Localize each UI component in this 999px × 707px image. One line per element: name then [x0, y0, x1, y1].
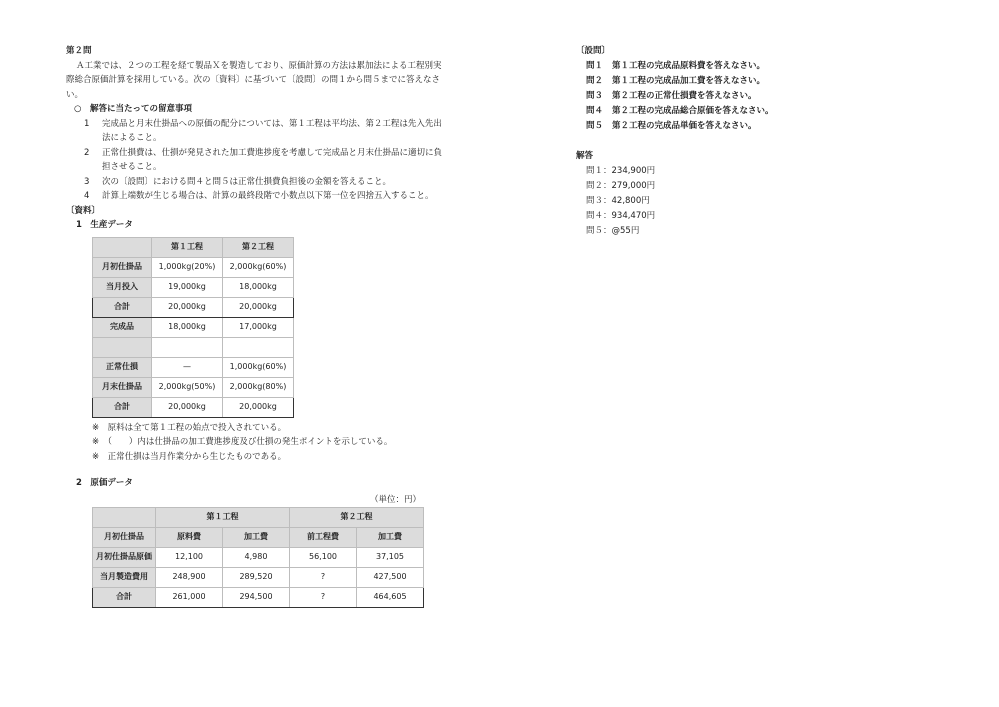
- notes-list: [66, 117, 446, 204]
- production-cell-process2: 20,000kg: [223, 397, 294, 417]
- problem-section: [66, 44, 446, 608]
- production-row: [93, 257, 294, 277]
- note-text: 次の〔設問〕における問４と問５は正常仕損費負担後の金額を答えること。: [102, 176, 392, 187]
- question-text: 第２工程の正常仕損費を答えなさい。: [612, 91, 757, 101]
- question-number: 問１: [586, 61, 604, 71]
- production-cell-process2: 2,000kg(60%): [223, 257, 294, 277]
- production-cell-process1: 20,000kg: [152, 397, 223, 417]
- question-item: [576, 59, 876, 74]
- answer-item: 問１：234,900円: [586, 166, 656, 176]
- cost-cell: 12,100: [156, 548, 223, 568]
- production-row: [93, 297, 294, 317]
- cost-subheader-material: 原料費: [156, 528, 223, 548]
- production-footnote: ※ 正常仕損は当月作業分から生じたものである。: [92, 451, 287, 462]
- production-row-label: 完成品: [93, 317, 152, 337]
- note-number: 3: [84, 176, 90, 187]
- note-number: 1: [84, 118, 90, 129]
- production-cell-process2: 1,000kg(60%): [223, 357, 294, 377]
- materials-header: 〔資料〕: [66, 205, 101, 216]
- note-item: [66, 189, 446, 204]
- question-number: 問５: [586, 121, 604, 131]
- answers-list: [576, 164, 876, 239]
- production-cell-process2: 17,000kg: [223, 317, 294, 337]
- production-row-label: 月末仕掛品: [93, 377, 152, 397]
- answers-header: 解答: [576, 151, 594, 161]
- cost-cell: ?: [290, 588, 357, 608]
- cost-cell: 56,100: [290, 548, 357, 568]
- cost-subheader-transferred: 前工程費: [290, 528, 357, 548]
- question-number: 問３: [586, 91, 604, 101]
- production-row-label: 当月投入: [93, 277, 152, 297]
- cost-cell: 427,500: [357, 568, 424, 588]
- cost-cell: 289,520: [223, 568, 290, 588]
- question-item: [576, 89, 876, 104]
- production-row: [93, 277, 294, 297]
- production-header-process1: 第１工程: [152, 237, 223, 257]
- production-row: [93, 357, 294, 377]
- question-item: [576, 74, 876, 89]
- problem-intro: Ａ工業では、２つの工程を経て製品Ｘを製造しており、原価計算の方法は累加法による工程別実際総合原価計算を採用している。次の〔資料〕に基づいて〔設問〕の問１から問５までに答えなさい。: [66, 60, 442, 100]
- question-item: [576, 119, 876, 134]
- cost-header-blank: [93, 508, 156, 528]
- note-text: 計算上端数が生じる場合は、計算の最終段階で小数点以下第一位を四捨五入すること。: [102, 191, 434, 201]
- cost-cell: 4,980: [223, 548, 290, 568]
- cost-row: [93, 548, 424, 568]
- production-row: [93, 397, 294, 417]
- production-cell-process1: 20,000kg: [152, 297, 223, 317]
- production-row-label: 正常仕損: [93, 357, 152, 377]
- production-row-label: [93, 337, 152, 357]
- production-cell-process1: 18,000kg: [152, 317, 223, 337]
- cost-cell: 248,900: [156, 568, 223, 588]
- production-cell-process1: 1,000kg(20%): [152, 257, 223, 277]
- note-number: 4: [84, 191, 90, 201]
- questions-list: [576, 59, 876, 134]
- cost-subheader-label: 月初仕掛品: [93, 528, 156, 548]
- production-row-label: 月初仕掛品: [93, 257, 152, 277]
- cost-cell: 464,605: [357, 588, 424, 608]
- answer-item: 問２：279,000円: [586, 181, 656, 191]
- cost-title: 2 原価データ: [76, 478, 133, 488]
- question-text: 第１工程の完成品加工費を答えなさい。: [612, 76, 766, 86]
- question-item: [576, 104, 876, 119]
- production-cell-process1: 2,000kg(50%): [152, 377, 223, 397]
- note-item: [66, 117, 446, 146]
- questions-section: [576, 44, 876, 239]
- production-cell-process1: 19,000kg: [152, 277, 223, 297]
- production-row-label: 合計: [93, 297, 152, 317]
- cost-cell: ?: [290, 568, 357, 588]
- questions-header: 〔設問〕: [576, 46, 611, 56]
- production-cell-process2: 18,000kg: [223, 277, 294, 297]
- production-cell-process2: 2,000kg(80%): [223, 377, 294, 397]
- production-row: [93, 317, 294, 337]
- cost-table: [92, 507, 424, 608]
- production-header-process2: 第２工程: [223, 237, 294, 257]
- problem-title: 第２問: [66, 46, 92, 56]
- production-row-label: 合計: [93, 397, 152, 417]
- production-cell-process2: [223, 337, 294, 357]
- production-row: [93, 337, 294, 357]
- question-text: 第１工程の完成品原料費を答えなさい。: [612, 61, 766, 71]
- production-row: [93, 377, 294, 397]
- cost-subheader-conversion1: 加工費: [223, 528, 290, 548]
- question-text: 第２工程の完成品総合原価を答えなさい。: [612, 106, 774, 116]
- production-cell-process1: —: [152, 357, 223, 377]
- note-item: [66, 146, 446, 175]
- cost-row: [93, 588, 424, 608]
- note-number: 2: [84, 147, 90, 158]
- cost-group-process1: 第１工程: [156, 508, 290, 528]
- cost-unit: （単位：円）: [369, 494, 421, 505]
- note-text: 正常仕損費は、仕損が発見された加工費進捗度を考慮して完成品と月末仕掛品に適切に負担させること。: [102, 147, 443, 172]
- circle-icon: ○: [74, 104, 82, 114]
- production-footnote: ※ 原料は全て第１工程の始点で投入されている。: [92, 422, 287, 433]
- production-footnote: ※ （ ）内は仕掛品の加工費進捗度及び仕損の発生ポイントを示している。: [92, 437, 393, 447]
- answer-item: 問４：934,470円: [586, 211, 656, 221]
- cost-row-label: 合計: [93, 588, 156, 608]
- question-number: 問２: [586, 76, 604, 86]
- production-cell-process1: [152, 337, 223, 357]
- cost-cell: 37,105: [357, 548, 424, 568]
- production-table: [92, 237, 294, 418]
- note-text: 完成品と月末仕掛品への原価の配分については、第１工程は平均法、第２工程は先入先出法によること。: [102, 118, 442, 143]
- production-header-blank: [93, 237, 152, 257]
- answer-item: 問５：@55円: [586, 226, 640, 236]
- notes-header: ○ 解答に当たっての留意事項: [74, 104, 192, 114]
- production-footnotes: [66, 421, 446, 465]
- answer-item: 問３：42,800円: [586, 196, 650, 206]
- note-item: [66, 175, 446, 190]
- cost-group-process2: 第２工程: [290, 508, 424, 528]
- cost-cell: 261,000: [156, 588, 223, 608]
- cost-row-label: 月初仕掛品原価: [93, 548, 156, 568]
- production-title: 1 生産データ: [76, 220, 133, 230]
- cost-subheader-conversion2: 加工費: [357, 528, 424, 548]
- cost-row: [93, 568, 424, 588]
- production-cell-process2: 20,000kg: [223, 297, 294, 317]
- question-number: 問４: [586, 106, 604, 116]
- cost-cell: 294,500: [223, 588, 290, 608]
- question-text: 第２工程の完成品単価を答えなさい。: [612, 121, 757, 131]
- cost-row-label: 当月製造費用: [93, 568, 156, 588]
